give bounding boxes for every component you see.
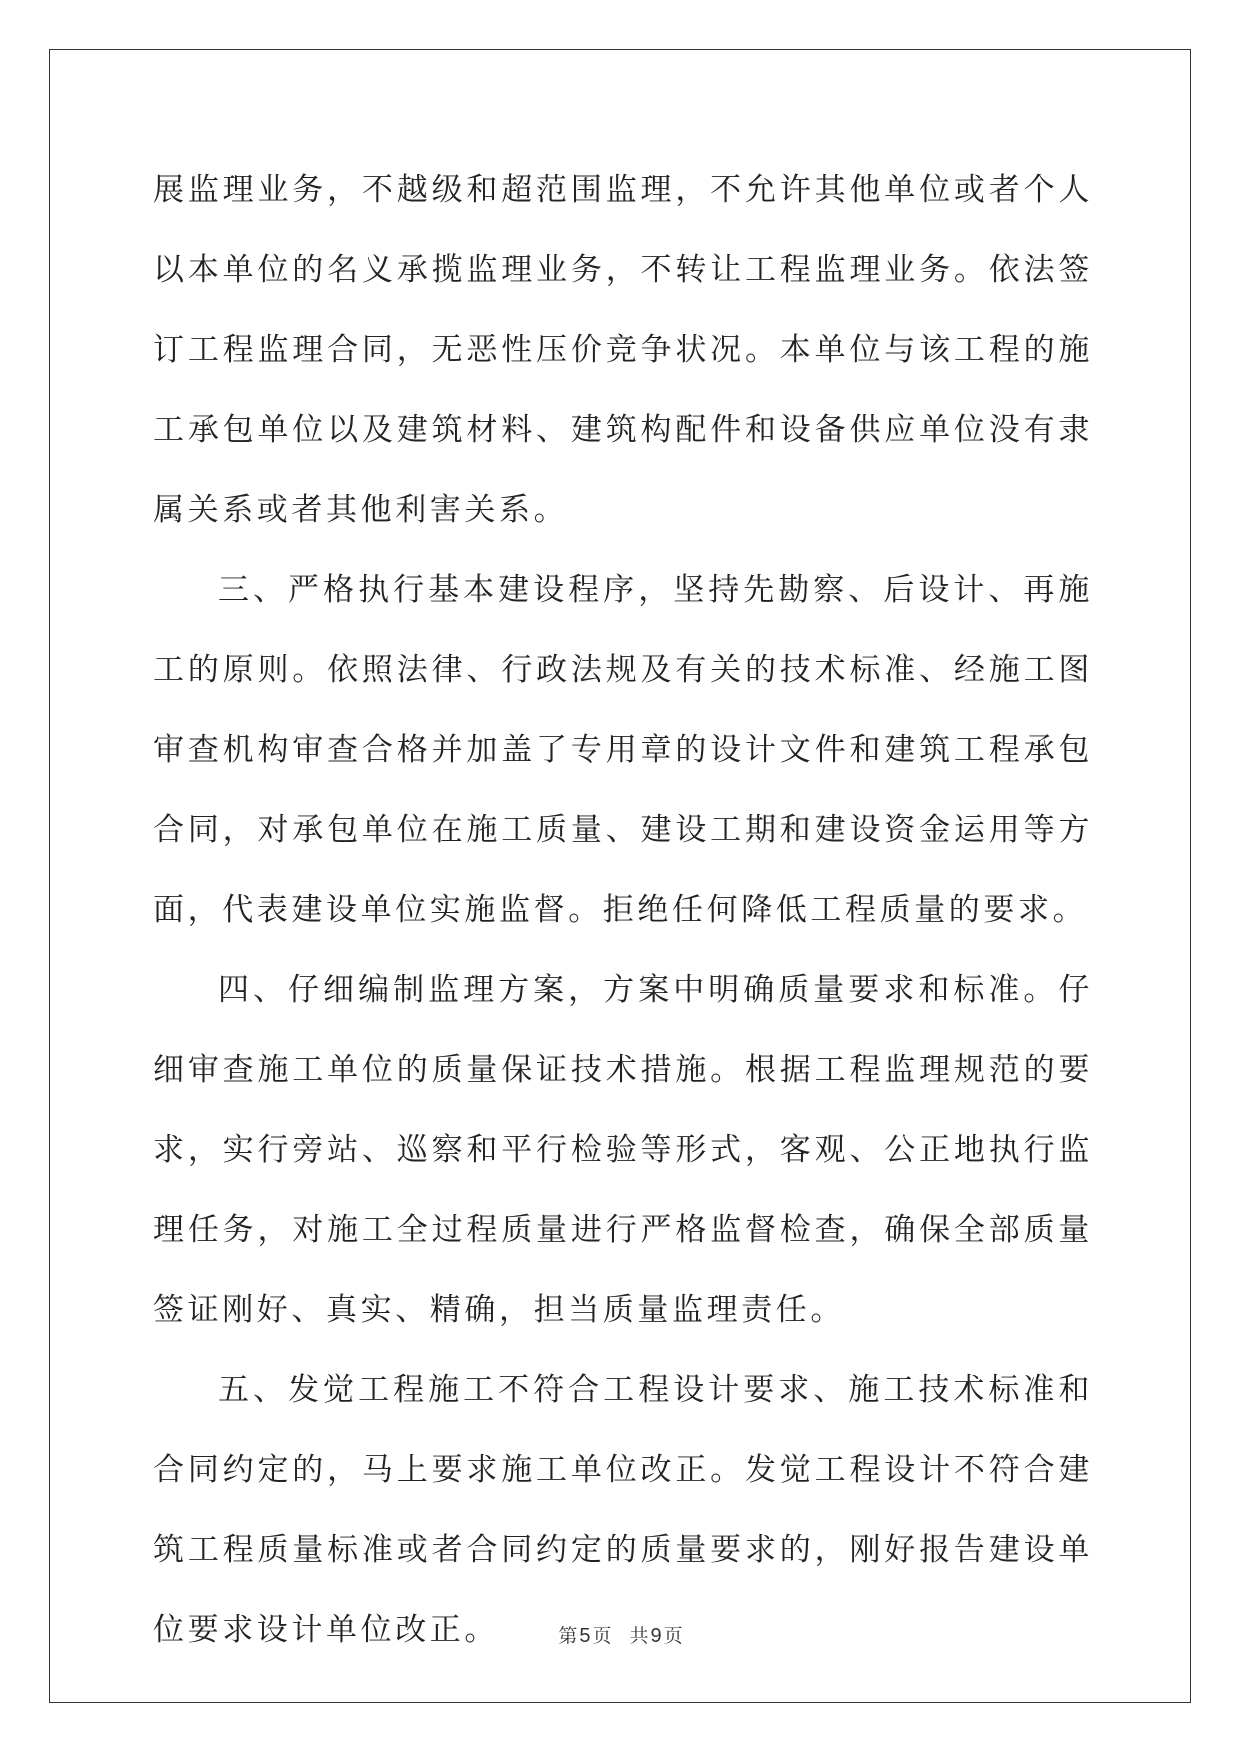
footer-page-number: 5 [579, 1625, 591, 1647]
footer-total-prefix: 共 [629, 1625, 649, 1647]
paragraph-item-4: 四、仔细编制监理方案，方案中明确质量要求和标准。仔细审查施工单位的质量保证技术措施。根据工程监理规范的要求，实行旁站、巡察和平行检验等形式，客观、公正地执行监理任务，对施工全过程质量进行严格监督检查，确保全部质量签证刚好、真实、精确，担当质量监理责任。 [153, 972, 1093, 1328]
paragraph-item-5: 五、发觉工程施工不符合工程设计要求、施工技术标准和合同约定的，马上要求施工单位改正。发觉工程设计不符合建筑工程质量标准或者合同约定的质量要求的，刚好报告建设单位要求设计单位改正。 [153, 1372, 1093, 1648]
footer-page-prefix: 第 [558, 1625, 578, 1647]
paragraph-item-3: 三、严格执行基本建设程序，坚持先勘察、后设计、再施工的原则。依照法律、行政法规及有关的技术标准、经施工图审查机构审查合格并加盖了专用章的设计文件和建筑工程承包合同，对承包单位在施工质量、建设工期和建设资金运用等方面，代表建设单位实施监督。拒绝任何降低工程质量的要求。 [153, 572, 1093, 928]
page-footer [0, 1621, 1241, 1648]
footer-page-suffix: 页 [592, 1625, 612, 1647]
footer-total-pages: 9 [650, 1625, 662, 1647]
document-body [153, 150, 1093, 1670]
footer-total-suffix: 页 [663, 1625, 683, 1647]
paragraph-continuation: 展监理业务，不越级和超范围监理，不允许其他单位或者个人以本单位的名义承揽监理业务，不转让工程监理业务。依法签订工程监理合同，无恶性压价竞争状况。本单位与该工程的施工承包单位以及建筑材料、建筑构配件和设备供应单位没有隶属关系或者其他利害关系。 [153, 172, 1093, 528]
